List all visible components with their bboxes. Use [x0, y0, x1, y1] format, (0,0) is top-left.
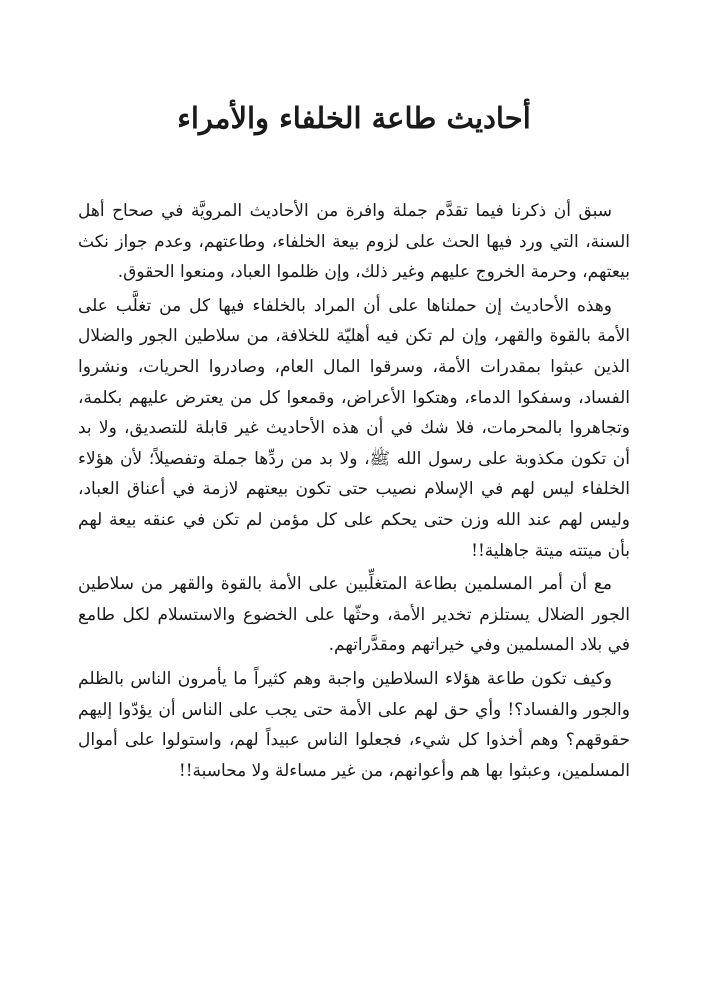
- body-text: [78, 196, 630, 789]
- page-title: أحاديث طاعة الخلفاء والأمراء: [177, 101, 531, 135]
- paragraph-3: مع أن أمر المسلمين بطاعة المتغلِّبين على الأمة بالقوة والقهر من سلاطين الجور الضلال يستلزم تخدير الأمة، وحثّها على الخضوع والاستسلام لكل طامع في بلاد المسلمين وفي خيراتهم ومقدَّراتهم.: [78, 574, 630, 656]
- paragraph-1: سبق أن ذكرنا فيما تقدَّم جملة وافرة من الأحاديث المرويَّة في صحاح أهل السنة، التي ورد فيها الحث على لزوم بيعة الخلفاء، وطاعتهم، وعدم جواز نكث بيعتهم، وحرمة الخروج عليهم وغير ذلك، وإن ظلموا العباد، ومنعوا الحقوق.: [78, 201, 630, 283]
- paragraph-2: وهذه الأحاديث إن حملناها على أن المراد بالخلفاء فيها كل من تغلَّب على الأمة بالقوة والقهر، وإن لم تكن فيه أهليّة للخلافة، من سلاطين الجور والضلال الذين عبثوا بمقدرات الأمة، وسرقوا المال العام، وصادروا الحريات، ونشروا الفساد، وسفكوا الدماء، وهتكوا الأعراض، وقمعوا كل من يعترض عليهم بكلمة، وتجاهروا بالمحرمات، فلا شك في أن هذه الأحاديث غير قابلة للتصديق، ولا بد أن تكون مكذوبة على رسول الله ﷺ، ولا بد من ردِّها جملة وتفصيلاً؛ لأن هؤلاء الخلفاء ليس لهم في الإسلام نصيب حتى تكون بيعتهم لازمة في أعناق العباد، وليس لهم عند الله وزن حتى يحكم على كل مؤمن لم تكن في عنقه بيعة لهم بأن ميتته ميتة جاهلية!!: [78, 295, 630, 561]
- paragraph-4: وكيف تكون طاعة هؤلاء السلاطين واجبة وهم كثيراً ما يأمرون الناس بالظلم والجور والفساد؟! وأي حق لهم على الأمة حتى يجب على الناس أن يؤدّوا إليهم حقوقهم؟ وهم أخذوا كل شيء، فجعلوا الناس عبيداً لهم، واستولوا على أموال المسلمين، وعبثوا بها هم وأعوانهم، من غير مساءلة ولا محاسبة!!: [78, 668, 630, 781]
